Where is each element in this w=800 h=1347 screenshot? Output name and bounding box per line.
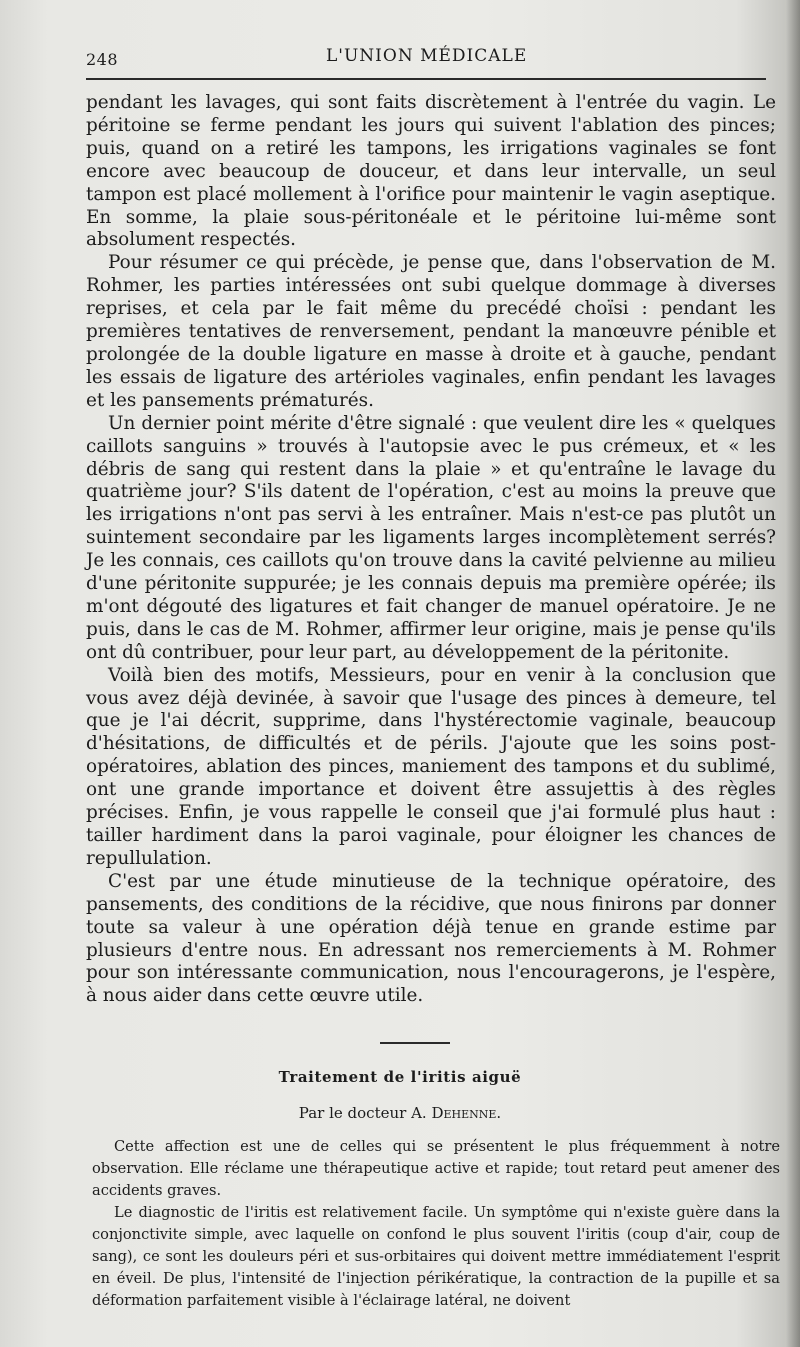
article-paragraph: Le diagnostic de l'iritis est relativement facile. Un symptôme qui n'existe guère dans la conjonctivite simple, avec laquelle on confond le plus souvent l'iritis (coup d'air, coup de sang), ce sont les douleurs péri et sus-orbitaires qui doivent mettre immédiatement l'esprit en éveil. De plus, l'intensité de l'injection périkératique, la contraction de la pupille et sa déformation parfaitement visible à l'éclairage latéral, ne doivent <box>92 1204 780 1309</box>
paragraph: C'est par une étude minutieuse de la technique opératoire, des pansements, des conditions de la récidive, que nous finirons par donner toute sa valeur à une opération déjà tenue en grande estime par plusieurs d'entre nous. En adressant nos remerciements à M. Rohmer pour son intéressante communication, nous l'encouragerons, je l'espère, à nous aider dans cette œuvre utile. <box>86 870 776 1007</box>
main-text <box>86 92 776 1008</box>
page-number: 248 <box>86 50 119 69</box>
article-title: Traitement de l'iritis aiguë <box>278 1068 522 1086</box>
section-divider <box>380 1042 450 1044</box>
author-name: Dehenne <box>431 1104 497 1122</box>
page-binding-shadow <box>786 0 800 1347</box>
article-paragraph: Cette affection est une de celles qui se présentent le plus fréquemment à notre observation. Elle réclame une thérapeutique active et rapide; tout retard peut amener des accidents graves. <box>92 1138 780 1199</box>
paragraph: Pour résumer ce qui précède, je pense que, dans l'observation de M. Rohmer, les parties intéressées ont subi quelque dommage à diverses reprises, et cela par le fait même du precédé choïsi : pendant les premières tentatives de renversement, pendant la manœuvre pénible et prolongée de la double ligature en masse à droite et à gauche, pendant les essais de ligature des artérioles vaginales, enfin pendant les lavages et les pansements prématurés. <box>86 252 776 411</box>
byline-prefix: Par le docteur A. <box>298 1104 432 1122</box>
running-title: L'UNION MÉDICALE <box>326 46 528 66</box>
byline-suffix: . <box>496 1104 502 1122</box>
paragraph: pendant les lavages, qui sont faits discrètement à l'entrée du vagin. Le péritoine se ferme pendant les jours qui suivent l'ablation des pinces; puis, quand on a retiré les tampons, les irrigations vaginales se font encore avec beaucoup de douceur, et dans leur intervalle, un seul tampon est placé mollement à l'orifice pour maintenir le vagin aseptique. En somme, la plaie sous-péritonéale et le péritoine lui-même sont absolument respectés. <box>86 92 776 251</box>
page-header <box>86 44 766 74</box>
header-rule <box>86 78 766 80</box>
paragraph: Voilà bien des motifs, Messieurs, pour en venir à la conclusion que vous avez déjà devinée, à savoir que l'usage des pinces à demeure, tel que je l'ai décrit, supprime, dans l'hystérectomie vaginale, beaucoup d'hésitations, de difficultés et de périls. J'ajoute que les soins post-opératoires, ablation des pinces, maniement des tampons et du sublimé, ont une grande importance et doivent être assujettis à des règles précises. Enfin, je vous rappelle le conseil que j'ai formulé plus haut : tailler hardiment dans la paroi vaginale, pour éloigner les chances de repullulation. <box>86 664 776 869</box>
article-body <box>92 1136 780 1312</box>
article-byline <box>0 1104 800 1122</box>
paragraph: Un dernier point mérite d'être signalé : que veulent dire les « quelques caillots sanguins » trouvés à l'autopsie avec le pus crémeux, et « les débris de sang qui restent dans la plaie » et qu'entraîne le lavage du quatrième jour? S'ils datent de l'opération, c'est au moins la preuve que les irrigations n'ont pas servi à les entraîner. Mais n'est-ce pas plutôt un suintement secondaire par les ligaments larges incomplètement serrés? Je les connais, ces caillots qu'on trouve dans la cavité pelvienne au milieu d'une péritonite suppurée; je les connais depuis ma première opérée; ils m'ont dégouté des ligatures et fait changer de manuel opératoire. Je ne puis, dans le cas de M. Rohmer, affirmer leur origine, mais je pense qu'ils ont dû contribuer, pour leur part, au développement de la péritonite. <box>86 412 776 663</box>
